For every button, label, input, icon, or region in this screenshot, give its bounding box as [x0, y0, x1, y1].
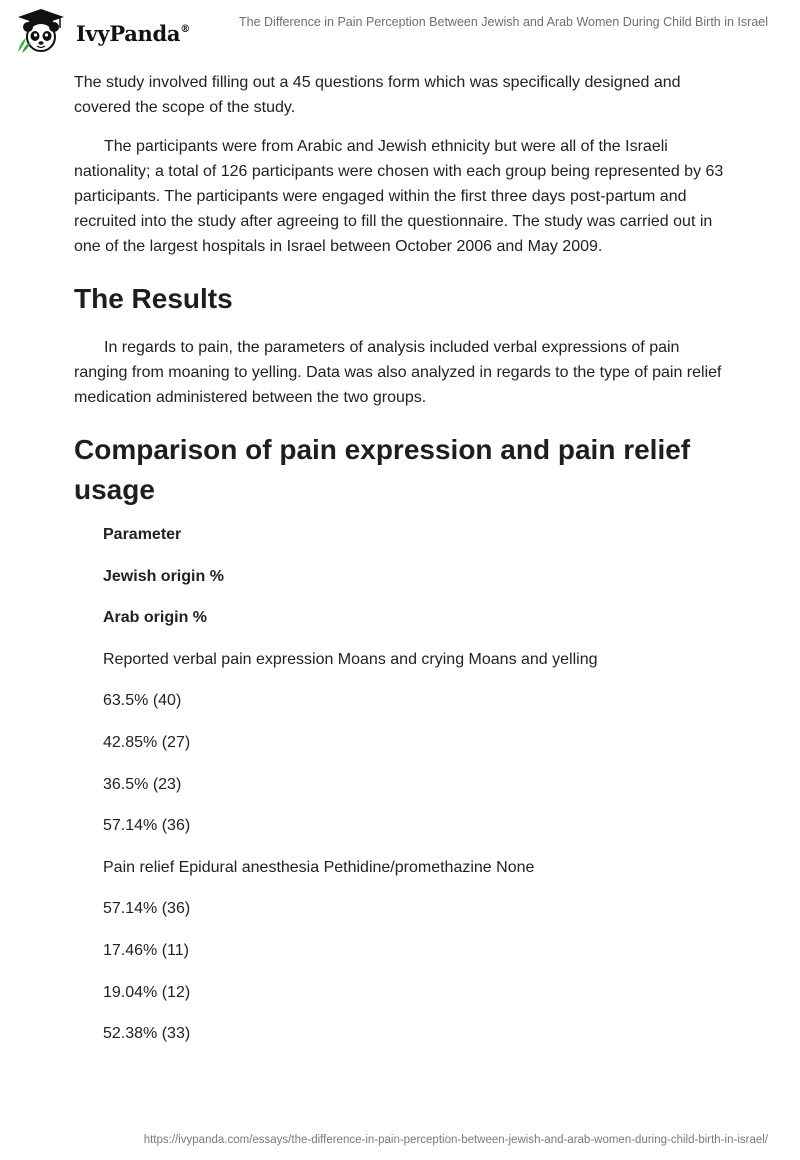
paragraph-participants: The participants were from Arabic and Jewish ethnicity but were all of the Israeli nationality; a total of 126 participants were chosen with each group being represented by 63 participants. The participants were engaged within the first three days post-partum and recruited into the study after agreeing to fill the questionnaire. The study was carried out in one of the largest hospitals in Israel between October 2006 and May 2009. [74, 138, 724, 255]
table-cell: 17.46% (11) [103, 941, 189, 959]
table-cell: Pain relief Epidural anesthesia Pethidine/promethazine None [103, 858, 535, 876]
results-heading: The Results [74, 283, 233, 314]
brand-logo[interactable] [14, 8, 190, 54]
table-cell: Reported verbal pain expression Moans and crying Moans and yelling [103, 650, 598, 668]
table-cell: 63.5% (40) [103, 692, 182, 710]
article-body [74, 70, 734, 1063]
paragraph-results: In regards to pain, the parameters of analysis included verbal expressions of pain ranging from moaning to yelling. Data was also analyzed in regards to the type of pain relief medication administered between the two groups. [74, 339, 722, 406]
table-cell: 52.38% (33) [103, 1025, 191, 1043]
paragraph-method: The study involved filling out a 45 questions form which was specifically designed and covered the scope of the study. [74, 74, 681, 116]
table-heading: Comparison of pain expression and pain relief usage [74, 434, 691, 505]
source-url[interactable]: https://ivypanda.com/essays/the-difference-in-pain-perception-between-jewish-and-arab-women-during-child-birth-in-israel/ [143, 1134, 768, 1146]
page-header [0, 0, 800, 62]
table-cell: 36.5% (23) [103, 775, 182, 793]
table-cell: 42.85% (27) [103, 733, 191, 751]
table-header-parameter: Parameter [103, 526, 182, 543]
table-cell: 19.04% (12) [103, 983, 191, 1001]
table-cell: 57.14% (36) [103, 817, 191, 835]
table-header-jewish: Jewish origin % [103, 567, 224, 585]
essay-title: The Difference in Pain Perception Between Jewish and Arab Women During Child Birth in Israel [239, 15, 768, 29]
comparison-table [103, 522, 734, 1063]
table-cell: 57.14% (36) [103, 900, 191, 918]
table-header-arab: Arab origin % [103, 609, 208, 627]
panda-logo-icon [14, 8, 68, 54]
brand-name: IvyPanda® [76, 20, 190, 46]
